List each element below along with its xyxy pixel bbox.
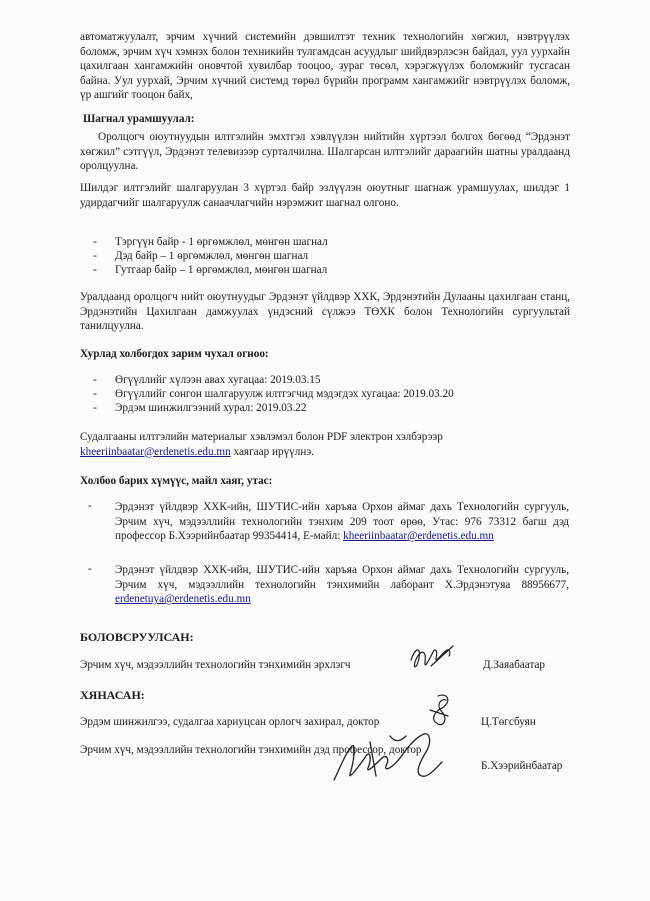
dates-heading: Хурлад холбогдох зарим чухал огноо: [80,348,269,360]
list-item: Гутгаар байр – 1 өргөмжлөл, мөнгөн шагнал [115,264,328,276]
contact1-text: Эрдэнэт үйлдвэр ХХК-ийн, ШУТИС-ийн харъяа Орхон аймаг дахь Технологийн сургууль, Эрчим хүч, мэдээллийн технологийн тэнхим 209 тоот өрөө, Утас: 976 73312 багш дэд профессор Б.Хээрийнбаатар 99354414, E-майл: [115,501,569,543]
prepared-name: Д.Заяабаатар [483,659,546,671]
intro-paragraph: автоматжуулалт, эрчим хүчний системийн дэвшилтэт техник технологийн хөгжил, нэвтрүүлэх боломж, эрчим хүч хэмнэх болон техникийн тулгамдсан асуудлыг шийдвэрлэсэн байдал, уул уурхайн цахилгаан хангамжийн оновчтой хувилбар тооцоо, зураг төсөл, хэрэгжүүлэх боломжийг тусгасан байна. Уул уурхай, Эрчим хүчний системд төрөл бүрийн программ хангамжийг нэвтрүүлэх боломж, үр ашгийг тооцон байх, [80,31,570,102]
award-heading: Шагнал урамшуулал: [83,113,195,125]
list-item: Өгүүллийг сонгон шалгаруулж илтгэгчид мэдэгдэх хугацаа: 2019.03.20 [115,388,454,400]
list-item: Тэргүүн байр - 1 өргөмжлөл, мөнгөн шагнал [115,236,328,248]
submission-paragraph [80,430,570,459]
submission-email-link[interactable]: kheeriinbaatar@erdenetis.edu.mn [80,445,231,458]
list-item: Өгүүллийг хүлээн авах хугацаа: 2019.03.15 [115,374,321,386]
submission-text: Судалгааны илтгэлийн материалыг хэвлэмэл болон PDF электрон хэлбэрээр [80,431,443,443]
contact-item-2 [115,563,569,607]
reviewed-heading: ХЯНАСАН: [80,688,145,702]
prepared-role: Эрчим хүч, мэдээллийн технологийн тэнхимийн эрхлэгч [80,659,351,671]
reviewed-role-1: Эрдэм шинжилгээ, судалгаа хариуцсан орлогч захирал, доктор [80,716,380,728]
reviewed-name-1: Ц.Төгсбуян [481,716,536,728]
signature-kheeriinbaatar [330,728,455,788]
submission-suffix: хаягаар ирүүлнэ. [230,445,314,458]
contact2-email-link[interactable]: erdenetuya@erdenetis.edu.mn [115,593,251,606]
reviewed-name-2: Б.Хээрийнбаатар [481,760,563,772]
document-page: автоматжуулалт, эрчим хүчний системийн дэвшилтэт техник технологийн хөгжил, нэвтрүүлэх боломж, эрчим хүч хэмнэх болон техникийн тулгамдсан асуудлыг шийдвэрлэсэн байдал, уул уурхайн цахилгаан хангамжийн оновчтой хувилбар тооцоо, зураг төсөл, хэрэгжүүлэх боломжийг тусгасан байна. Уул уурхай, Эрчим хүчний системд төрөл бүрийн программ хангамжийг нэвтрүүлэх боломж, үр ашгийг тооцон байх, Шагнал урамшуулал: Оролцогч оюутнуудын илтгэлийн эмхтгэл хэвлүүлэн нийтийн хүртээл болгох бөгөөд “Эрдэнэт хөгжил” сэтгүүл, Эрдэнэт телевизээр сурталчилна. Шалгарсан илтгэлийг дараагийн шатны уралдаанд оролцуулна. Шилдэг илтгэлийг шалгаруулан 3 хүртэл байр эзлүүлэн оюутныг шагнаж урамшуулах, шилдэг 1 удирдагчийг шалгаруулж санаачлагчийн нэрэмжит шагнал олгоно. - Тэргүүн байр - 1 өргөмжлөл, мөнгөн шагнал - Дэд байр – 1 өргөмжлөл, мөнгөн шагнал - Гутгаар байр – 1 өргөмжлөл, мөнгөн шагнал Уралдаанд оролцогч нийт оюутнуудыг Эрдэнэт үйлдвэр ХХК, Эрдэнэтийн Дулааны цахилгаан станц, Эрдэнэтийн Цахилгаан дамжуулах үндэсний сүлжээ ТӨХК болон Технологийн сургуультай танилцуулна. Хурлад холбогдох зарим чухал огноо: - Өгүүллийг хүлээн авах хугацаа: 2019.03.15 - Өгүүллийг сонгон шалгаруулж илтгэгчид мэдэгдэх хугацаа: 2019.03.20 - Эрдэм шинжилгээний хурал: 2019.03.22 Судалгааны илтгэлийн материалыг хэвлэмэл болон PDF электрон хэлбэрээр kheeriinbaatar@erdenetis.edu.mn хаягаар ирүүлнэ. Холбоо барих хүмүүс, майл хаяг, утас: - Эрдэнэт үйлдвэр ХХК-ийн, ШУТИС-ийн харъяа Орхон аймаг дахь Технологийн сургууль, Эрчим хүч, мэдээллийн технологийн тэнхим 209 тоот өрөө, Утас: 976 73312 багш дэд профессор Б.Хээрийнбаатар 99354414, E-майл: kheeriinbaatar@erdenetis.edu.mn - Эрдэнэт үйлдвэр ХХК-ийн, ШУТИС-ийн харъяа Орхон аймаг дахь Технологийн сургууль, Эрчим хүч, мэдээллийн технологийн тэнхимийн лаборант Х.Эрдэнэтуяа 88956677, erdenetuya@erdenetis.edu.mn БОЛОВСРУУЛСАН: Эрчим хүч, мэдээллийн технологийн тэнхимийн эрхлэгч Д.Заяабаатар ХЯНАСАН: Эрдэм шинжилгээ, судалгаа хариуцсан орлогч захирал, доктор Ц.Төгсбуян Эрчим хүч, мэдээллийн технологийн тэнхимийн дэд профессор, доктор Б.Хээрийнбаатар [0,0,650,901]
signature-zayaabaatar [405,640,460,676]
list-item: Дэд байр – 1 өргөмжлөл, мөнгөн шагнал [115,250,309,262]
list-item: Эрдэм шинжилгээний хурал: 2019.03.22 [115,402,307,414]
signature-tugsbuyan [418,690,460,732]
contact2-text: Эрдэнэт үйлдвэр ХХК-ийн, ШУТИС-ийн харъяа Орхон аймаг дахь Технологийн сургууль, Эрчим хүч, мэдээллийн технологийн тэнхимийн лаборант Х.Эрдэнэтуяа 88956677, [115,564,569,591]
award-paragraph-2: Шилдэг илтгэлийг шалгаруулан 3 хүртэл байр эзлүүлэн оюутныг шагнаж урамшуулах, шилдэг 1 удирдагчийг шалгаруулж санаачлагчийн нэрэмжит шагнал олгоно. [80,182,570,209]
contact-heading: Холбоо барих хүмүүс, майл хаяг, утас: [80,475,273,487]
award-paragraph-3: Уралдаанд оролцогч нийт оюутнуудыг Эрдэнэт үйлдвэр ХХК, Эрдэнэтийн Дулааны цахилгаан станц, Эрдэнэтийн Цахилгаан дамжуулах үндэсний сүлжээ ТӨХК болон Технологийн сургуультай танилцуулна. [80,291,570,333]
reviewed-role-2: Эрчим хүч, мэдээллийн технологийн тэнхимийн дэд профессор, доктор [80,744,422,756]
contact1-email-link[interactable]: kheeriinbaatar@erdenetis.edu.mn [343,530,494,543]
award-paragraph-1: Оролцогч оюутнуудын илтгэлийн эмхтгэл хэвлүүлэн нийтийн хүртээл болгох бөгөөд “Эрдэнэт хөгжил” сэтгүүл, Эрдэнэт телевизээр сурталчилна. Шалгарсан илтгэлийг дараагийн шатны уралдаанд оролцуулна. [80,131,570,173]
prepared-heading: БОЛОВСРУУЛСАН: [80,630,194,644]
contact-item-1 [115,500,569,544]
